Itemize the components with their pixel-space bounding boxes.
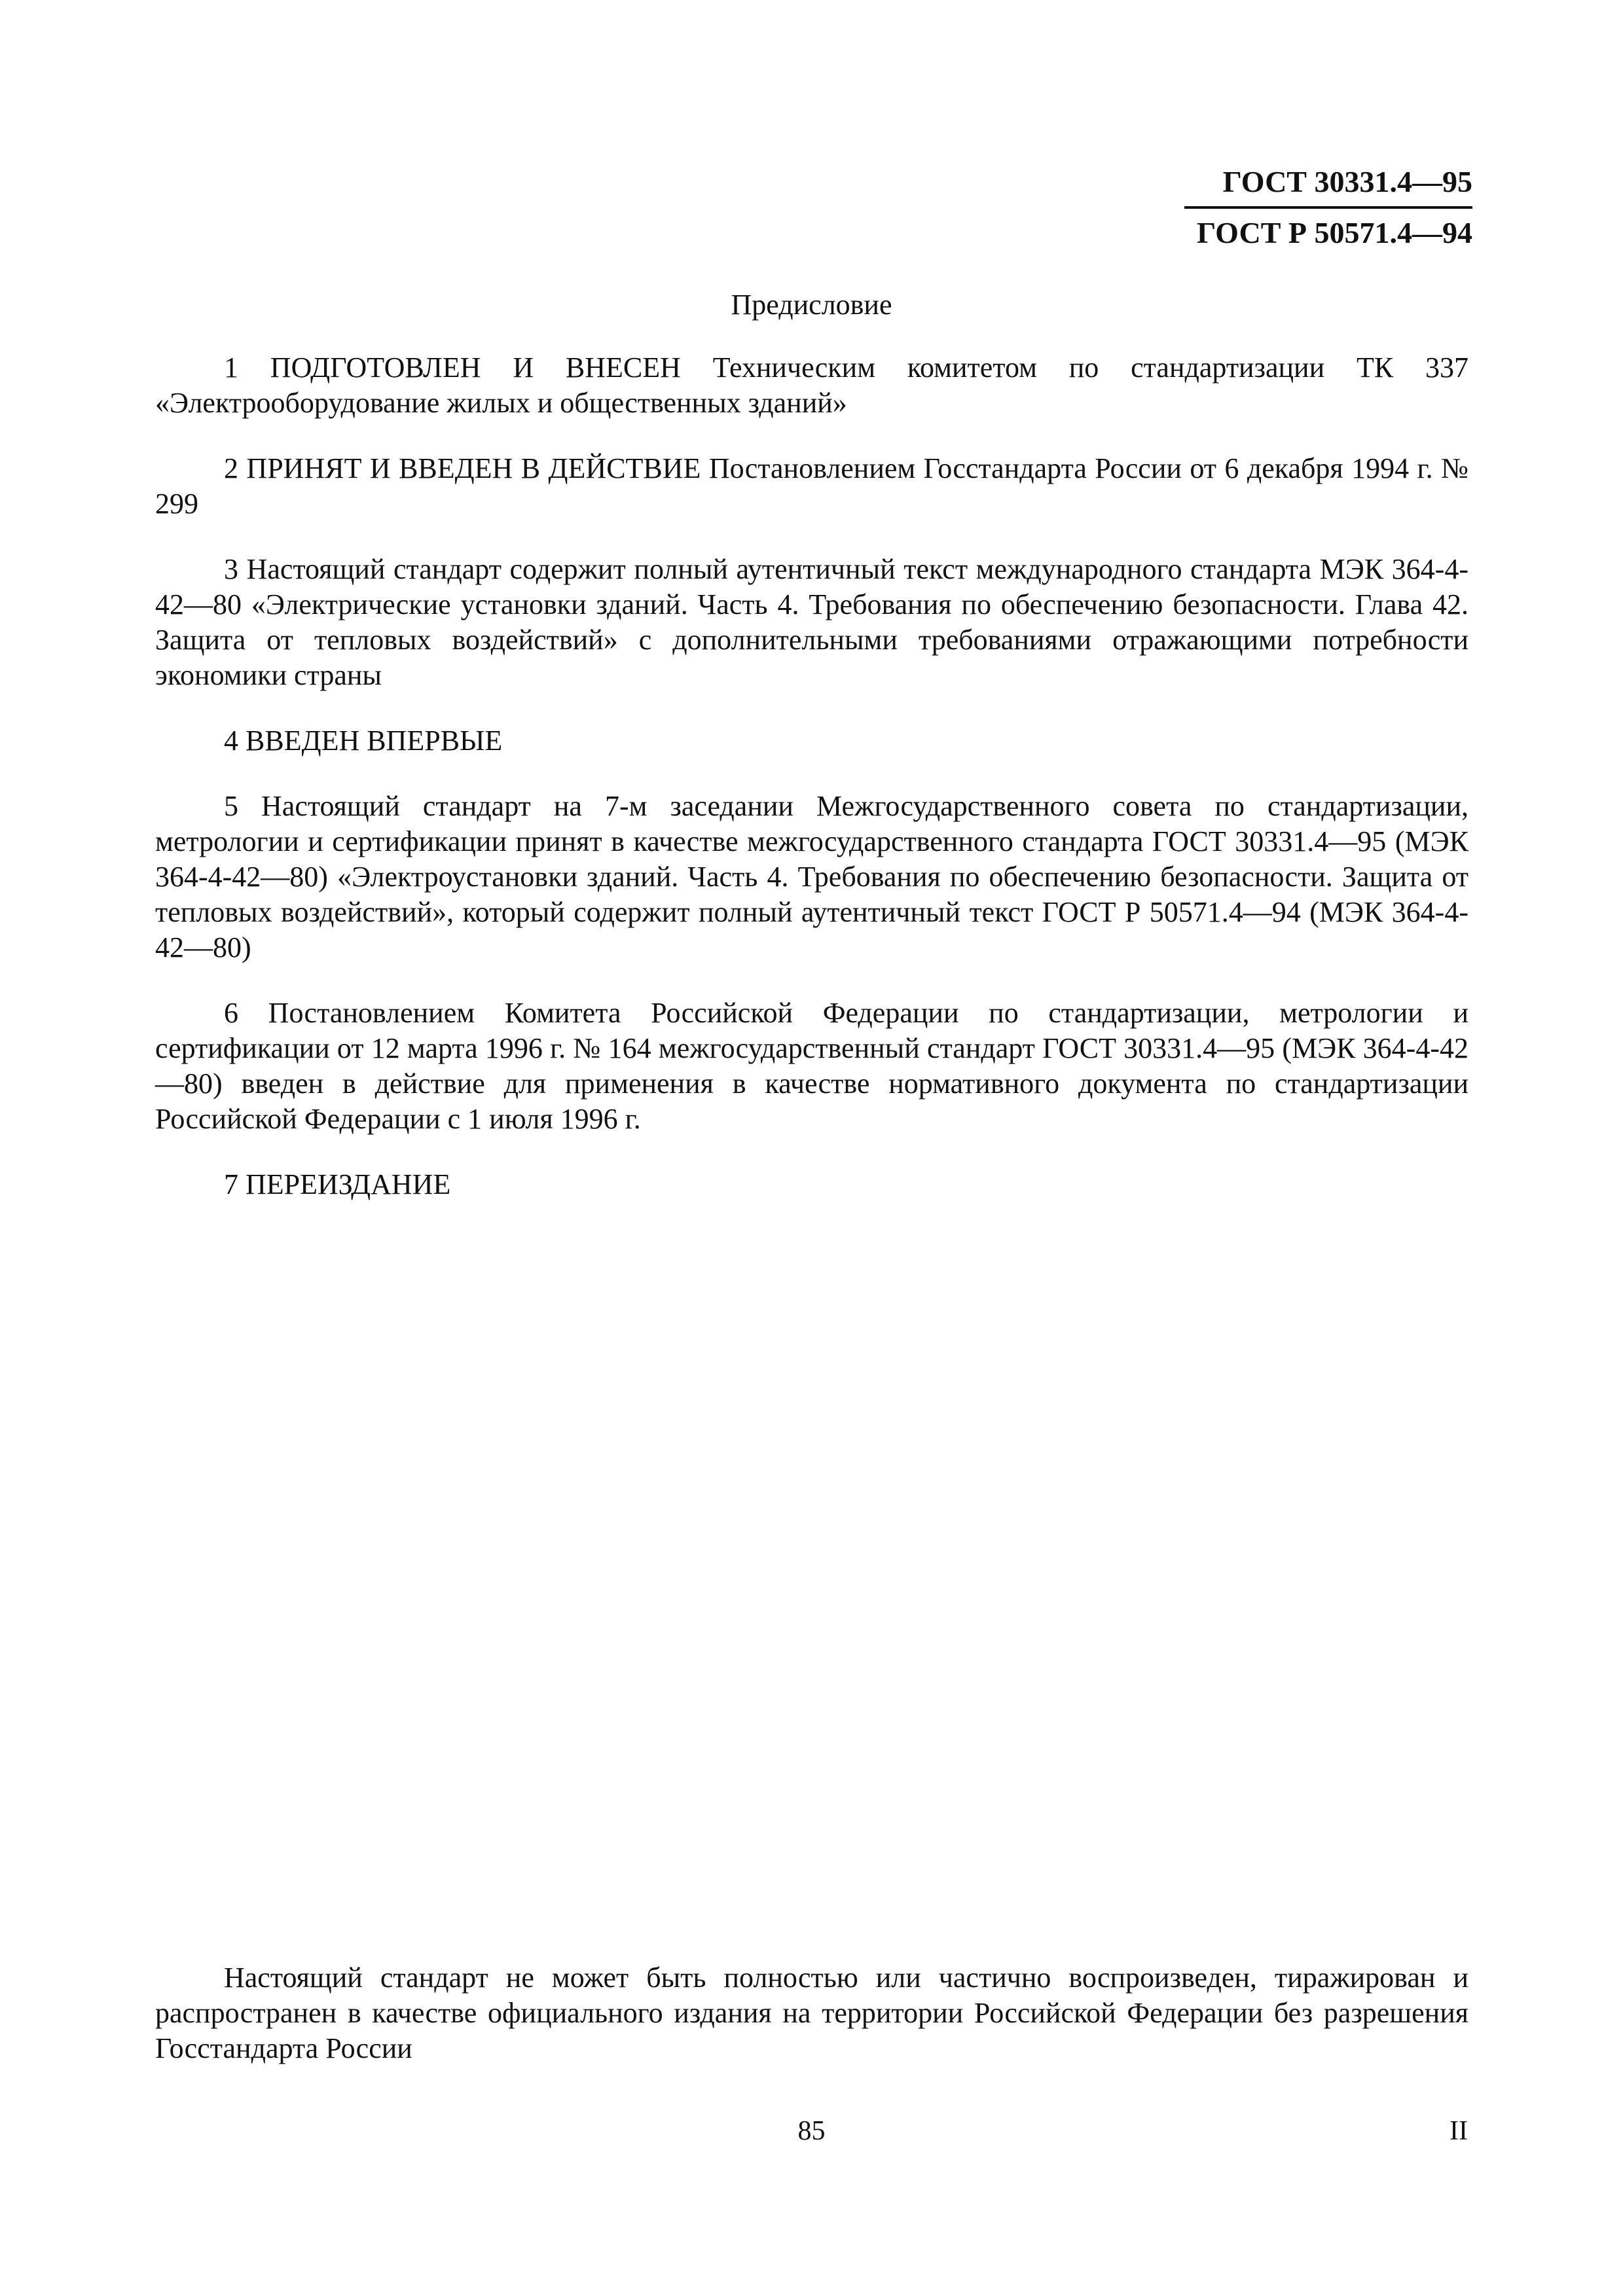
foreword-paragraph-5: 5 Настоящий стандарт на 7-м заседании Межгосударственного совета по стандартизации, метрологии и сертификации принят в качестве межгосударственного стандарта ГОСТ 30331.4—95 (МЭК 364-4-42—80) «Электроустановки зданий. Часть 4. Требования по обеспечению безопасности. Защита от тепловых воздействий», который содержит полный аутентичный текст ГОСТ Р 50571.4—94 (МЭК 364-4-42—80): [155, 790, 1468, 963]
foreword-paragraph-3: 3 Настоящий стандарт содержит полный аутентичный текст международного стандарта МЭК 364-4-42—80 «Электрические установки зданий. Часть 4. Требования по обеспечению безопасности. Глава 42. Защита от тепловых воздействий» с дополнительными требованиями отражающими потребности экономики страны: [155, 553, 1468, 691]
foreword-paragraph-1: 1 ПОДГОТОВЛЕН И ВНЕСЕН Техническим комитетом по стандартизации ТК 337 «Электрооборудование жилых и общественных зданий»: [155, 351, 1468, 419]
foreword-paragraph-2: 2 ПРИНЯТ И ВВЕДЕН В ДЕЙСТВИЕ Постановлением Госстандарта России от 6 декабря 1994 г. № 299: [155, 452, 1468, 520]
foreword-paragraph-7: 7 ПЕРЕИЗДАНИЕ: [224, 1168, 451, 1200]
standard-designations: [1184, 160, 1472, 257]
standard-designation-gost-r: ГОСТ Р 50571.4—94: [1197, 216, 1472, 249]
standard-designation-gost: ГОСТ 30331.4—95: [1184, 160, 1472, 209]
section-marker: II: [1450, 2116, 1468, 2146]
foreword-paragraph-6: 6 Постановлением Комитета Российской Федерации по стандартизации, метрологии и сертификации от 12 марта 1996 г. № 164 межгосударственный стандарт ГОСТ 30331.4—95 (МЭК 364-4-42—80) введен в действие для применения в качестве нормативного документа по стандартизации Российской Федерации с 1 июля 1996 г.: [155, 997, 1468, 1135]
page-title: Предисловие: [731, 289, 892, 321]
foreword-body: [155, 350, 1468, 1232]
copyright-notice: Настоящий стандарт не может быть полностью или частично воспроизведен, тиражирован и распространен в качестве официального издания на территории Российской Федерации без разрешения Госстандарта России: [155, 1962, 1468, 2064]
page-number: 85: [797, 2116, 826, 2146]
foreword-paragraph-4: 4 ВВЕДЕН ВПЕРВЫЕ: [224, 725, 503, 757]
